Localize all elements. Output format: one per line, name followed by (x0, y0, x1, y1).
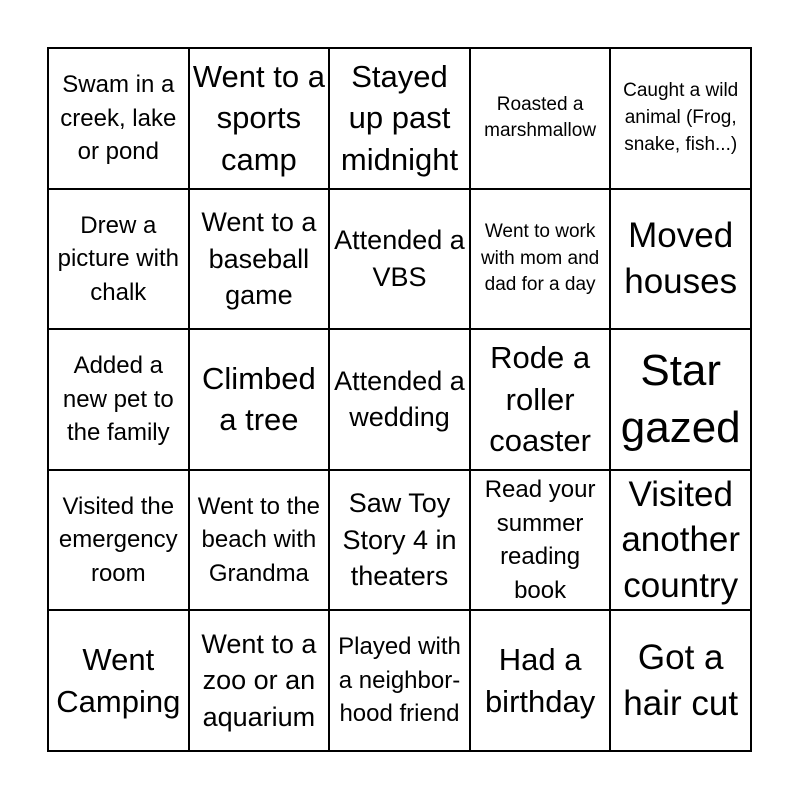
bingo-cell-1[interactable]: Swam in a creek, lake or pond (49, 49, 190, 190)
bingo-cell-3[interactable]: Stayed up past midnight (330, 49, 471, 190)
bingo-cell-25[interactable]: Got a hair cut (611, 611, 752, 752)
bingo-cell-21[interactable]: Went Camping (49, 611, 190, 752)
bingo-cell-12[interactable]: Climbed a tree (190, 330, 331, 471)
bingo-cell-14[interactable]: Rode a roller coaster (471, 330, 612, 471)
bingo-cell-9[interactable]: Went to work with mom and dad for a day (471, 190, 612, 331)
bingo-cell-13[interactable]: Attended a wedding (330, 330, 471, 471)
bingo-cell-22[interactable]: Went to a zoo or an aquarium (190, 611, 331, 752)
bingo-cell-8[interactable]: Attended a VBS (330, 190, 471, 331)
bingo-cell-4[interactable]: Roasted a marshmallow (471, 49, 612, 190)
bingo-board (47, 47, 752, 752)
bingo-cell-18[interactable]: Saw Toy Story 4 in theaters (330, 471, 471, 612)
bingo-cell-17[interactable]: Went to the beach with Grandma (190, 471, 331, 612)
bingo-cell-19[interactable]: Read your summer reading book (471, 471, 612, 612)
bingo-cell-20[interactable]: Visited another country (611, 471, 752, 612)
bingo-cell-10[interactable]: Moved houses (611, 190, 752, 331)
bingo-cell-6[interactable]: Drew a picture with chalk (49, 190, 190, 331)
bingo-cell-2[interactable]: Went to a sports camp (190, 49, 331, 190)
bingo-cell-23[interactable]: Played with a neighbor-hood friend (330, 611, 471, 752)
bingo-cell-24[interactable]: Had a birthday (471, 611, 612, 752)
bingo-cell-11[interactable]: Added a new pet to the family (49, 330, 190, 471)
bingo-cell-7[interactable]: Went to a baseball game (190, 190, 331, 331)
bingo-cell-16[interactable]: Visited the emergency room (49, 471, 190, 612)
bingo-cell-5[interactable]: Caught a wild animal (Frog, snake, fish...) (611, 49, 752, 190)
bingo-cell-15[interactable]: Star gazed (611, 330, 752, 471)
